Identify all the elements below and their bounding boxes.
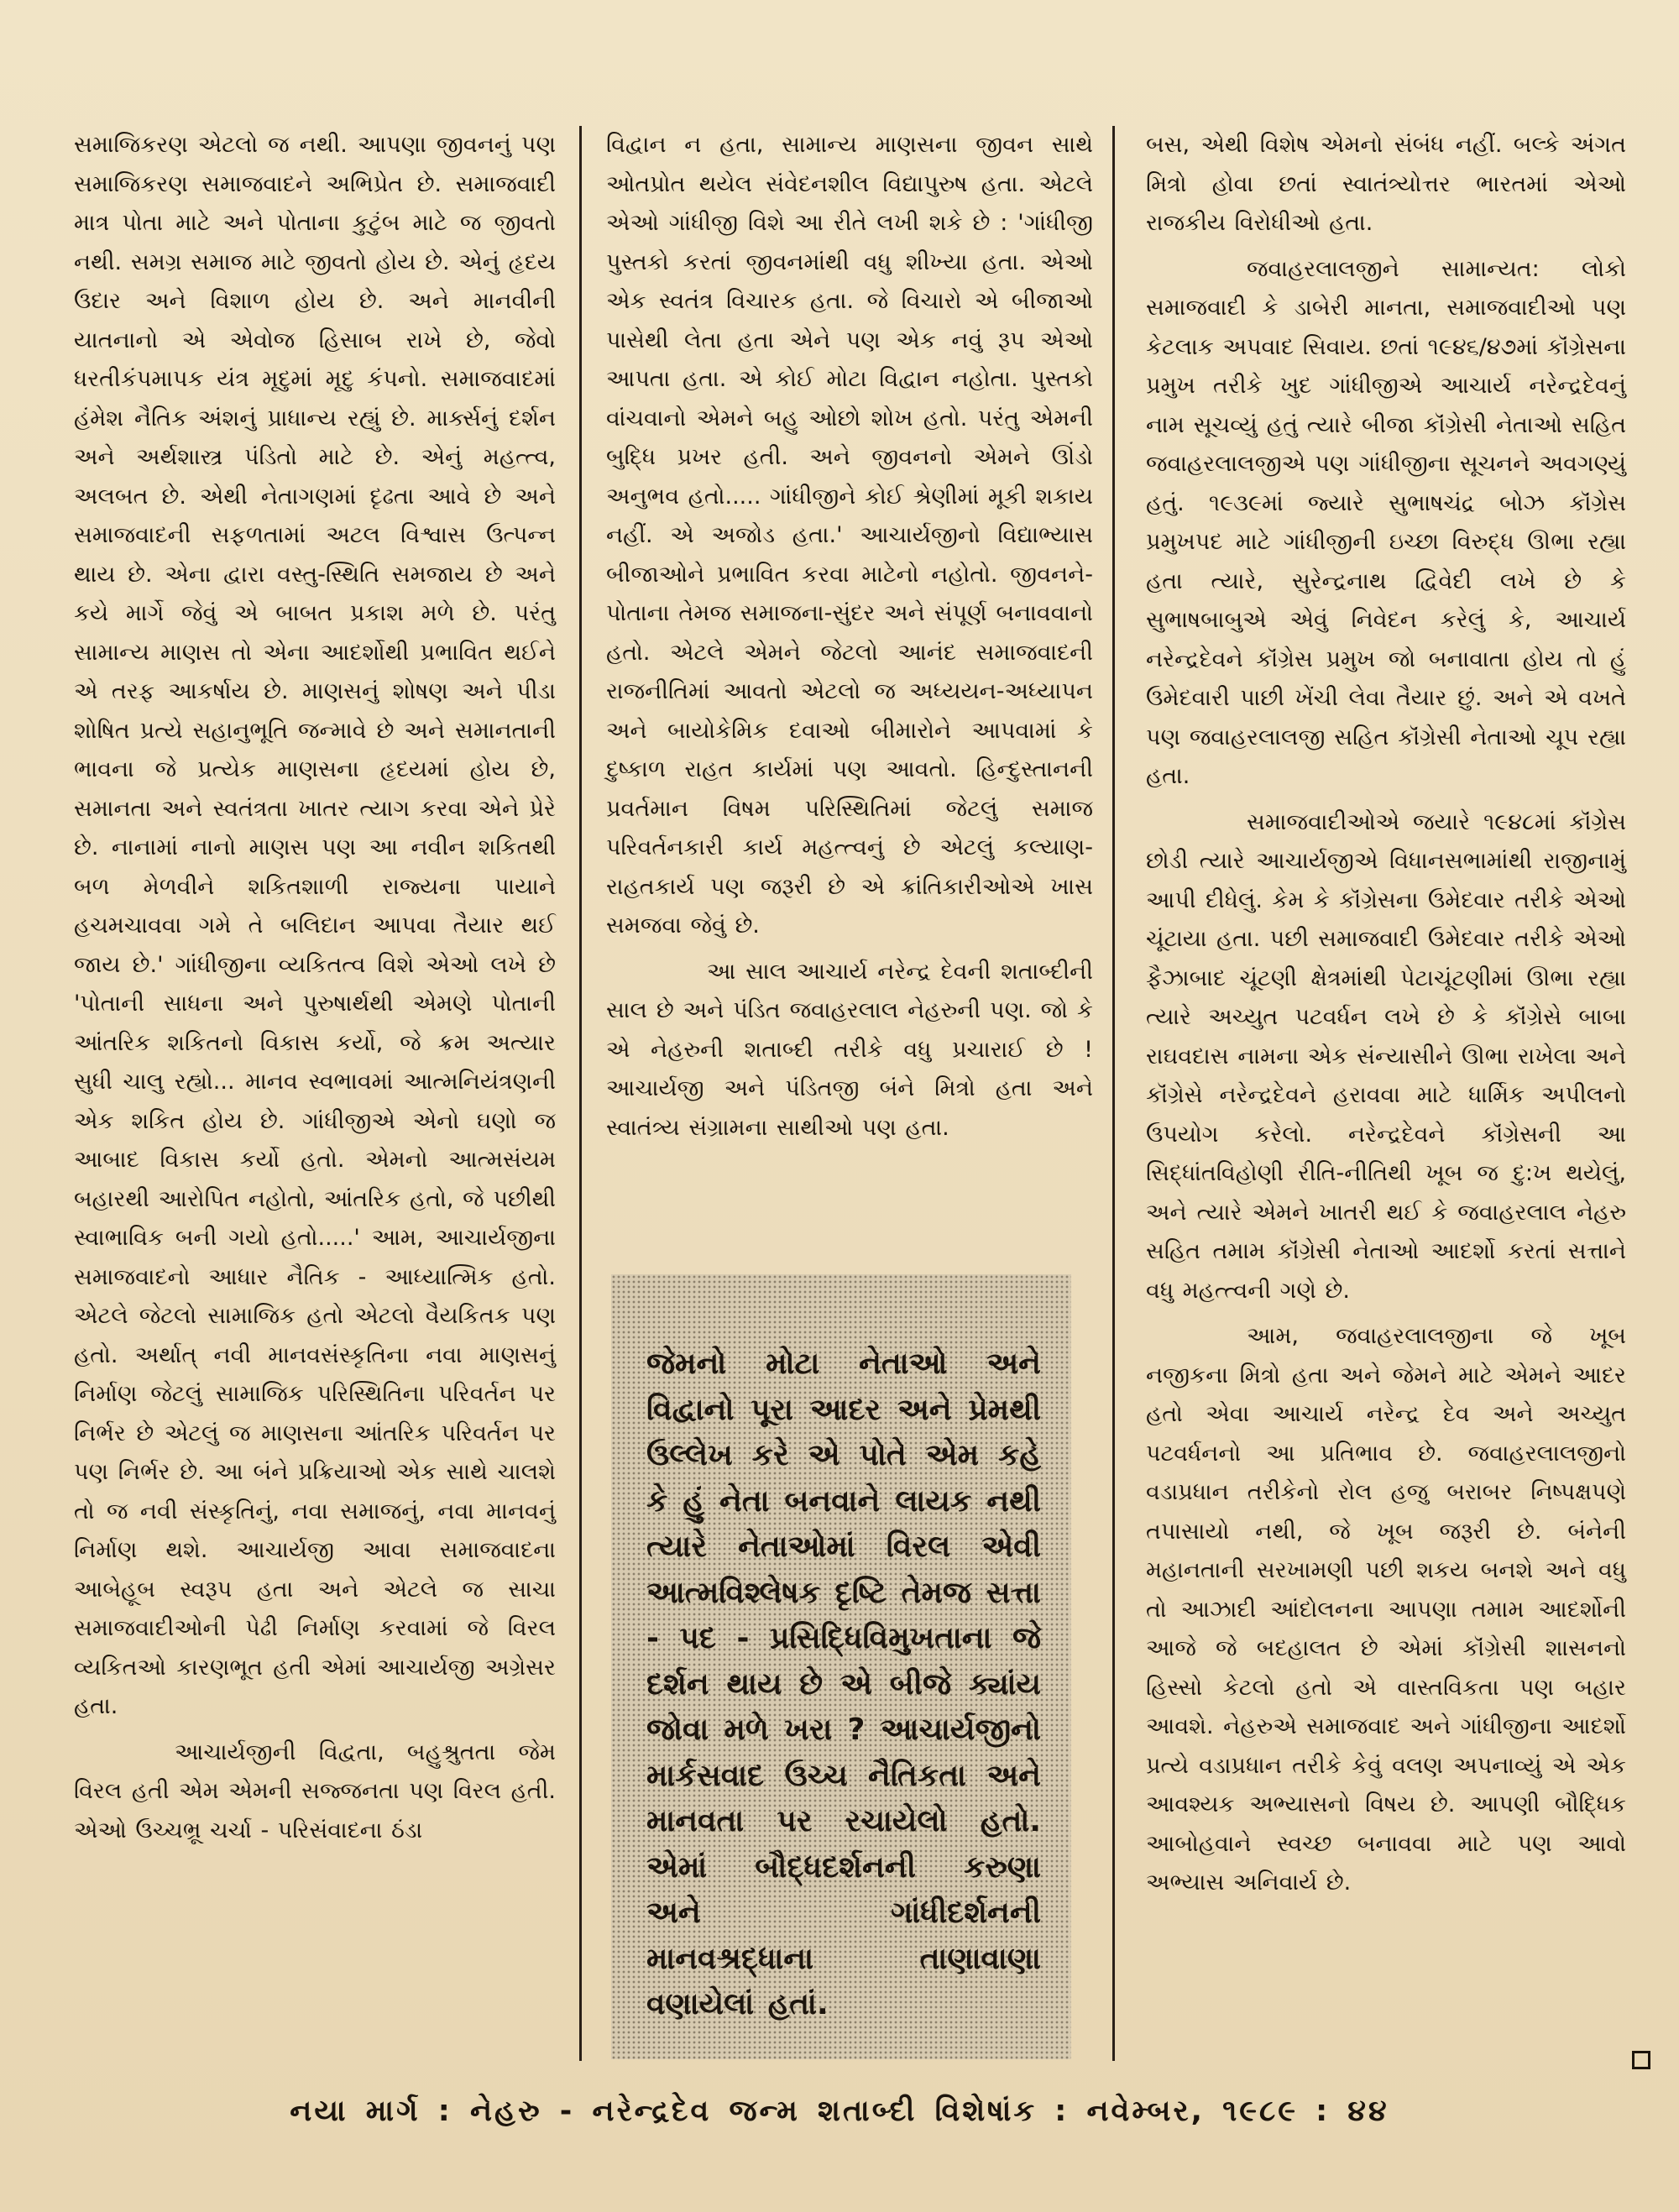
column-1-paragraph-2: આચાર્યજીની વિદ્વતા, બહુશ્રુતતા જેમ વિરલ હતી એમ એમની સજ્જનતા પણ વિરલ હતી. એઓ ઉચ્ચભ્રૂ ચર્ચા - પરિસંવાદના ઠંડા [74, 1739, 556, 1843]
article-end-mark [1632, 2051, 1650, 2069]
column-2-paragraph-2: આ સાલ આચાર્ય નરેન્દ્ર દેવની શતાબ્દીની સાલ છે અને પંડિત જવાહરલાલ નેહરુની પણ. જો કે એ નેહરુની શતાબ્દી તરીકે વધુ પ્રચારાઈ છે ! આચાર્યજી અને પંડિતજી બંને મિત્રો હતા અને સ્વાતંત્ર્ય સંગ્રામના સાથીઓ પણ હતા. [606, 958, 1093, 1141]
pull-quote-text: જેમનો મોટા નેતાઓ અને વિદ્વાનો પૂરા આદર અને પ્રેમથી ઉલ્લેખ કરે એ પોતે એમ કહે કે હું નેતા બનવાને લાયક નથી ત્યારે નેતાઓમાં વિરલ એવી આત્મવિશ્લેષક દૃષ્ટિ તેમજ સત્તા - પદ - પ્રસિદ્ધિવિમુખતાના જે દર્શન થાય છે એ બીજે ક્યાંય જોવા મળે ખરા ? આચાર્યજીનો માર્કસવાદ ઉચ્ચ નૈતિકતા અને માનવતા પર રચાયેલો હતો. એમાં બૌદ્ધદર્શનની કરુણા અને ગાંધીદર્શનની માનવશ્રદ્ધાના તાણાવાણા વણાયેલાં હતાં. [646, 1347, 1041, 2021]
text-column-2 [606, 126, 1093, 1154]
column-divider-2 [1112, 126, 1115, 2061]
column-3-paragraph-4: આમ, જવાહરલાલજીના જે ખૂબ નજીકના મિત્રો હતા અને જેમને માટે એમને આદર હતો એવા આચાર્ય નરેન્દ્ર દેવ અને અચ્યુત પટવર્ધનનો આ પ્રતિભાવ છે. જવાહરલાલજીનો વડાપ્રધાન તરીકેનો રોલ હજુ બરાબર નિષ્પક્ષપણે તપાસાયો નથી, જે ખૂબ જરૂરી છે. બંનેની મહાનતાની સરખામણી પછી શકય બનશે અને વધુ તો આઝાદી આંદોલનના આપણા તમામ આદર્શોની આજે જે બદહાલત છે એમાં કૉંગ્રેસી શાસનનો હિસ્સો કેટલો હતો એ વાસ્તવિકતા પણ બહાર આવશે. નેહરુએ સમાજવાદ અને ગાંધીજીના આદર્શો પ્રત્યે વડાપ્રધાન તરીકે કેવું વલણ અપનાવ્યું એ એક આવશ્યક અભ્યાસનો વિષય છે. આપણી બૌદ્ધિક આબોહવાને સ્વચ્છ બનાવવા માટે પણ આવો અભ્યાસ અનિવાર્ય છે. [1146, 1323, 1626, 1896]
column-3-paragraph-1: બસ, એથી વિશેષ એમનો સંબંધ નહીં. બલ્કે અંગત મિત્રો હોવા છતાં સ્વાતંત્ર્યોત્તર ભારતમાં એઓ રાજકીય વિરોધીઓ હતા. [1146, 132, 1626, 236]
pull-quote-box [611, 1274, 1071, 2059]
column-divider-1 [579, 126, 582, 2061]
text-column-3 [1146, 126, 1626, 1910]
column-3-paragraph-2: જવાહરલાલજીને સામાન્યત: લોકો સમાજવાદી કે ડાબેરી માનતા, સમાજવાદીઓ પણ કેટલાક અપવાદ સિવાય. છતાં ૧૯૪૬/૪૭માં કૉંગ્રેસના પ્રમુખ તરીકે ખુદ ગાંધીજીએ આચાર્ય નરેન્દ્રદેવનું નામ સૂચવ્યું હતું ત્યારે બીજા કૉંગ્રેસી નેતાઓ સહિત જવાહરલાલજીએ પણ ગાંધીજીના સૂચનને અવગણ્યું હતું. ૧૯૩૯માં જ્યારે સુભાષચંદ્ર બોઝ કૉંગ્રેસ પ્રમુખપદ માટે ગાંધીજીની ઇચ્છા વિરુદ્ધ ઊભા રહ્યા હતા ત્યારે, સુરેન્દ્રનાથ દ્વિવેદી લખે છે કે સુભાષબાબુએ એવું નિવેદન કરેલું કે, આચાર્ય નરેન્દ્રદેવને કૉંગ્રેસ પ્રમુખ જો બનાવાતા હોય તો હું ઉમેદવારી પાછી ખેંચી લેવા તૈયાર છું. અને એ વખતે પણ જવાહરલાલજી સહિત કૉંગ્રેસી નેતાઓ ચૂપ રહ્યા હતા. [1146, 255, 1626, 789]
column-2-paragraph-1: વિદ્વાન ન હતા, સામાન્ય માણસના જીવન સાથે ઓતપ્રોત થયેલ સંવેદનશીલ વિદ્યાપુરુષ હતા. એટલે એઓ ગાંધીજી વિશે આ રીતે લખી શકે છે : 'ગાંધીજી પુસ્તકો કરતાં જીવનમાંથી વધુ શીખ્યા હતા. એઓ એક સ્વતંત્ર વિચારક હતા. જે વિચારો એ બીજાઓ પાસેથી લેતા હતા એને પણ એક નવું રૂપ એઓ આપતા હતા. એ કોઈ મોટા વિદ્વાન નહોતા. પુસ્તકો વાંચવાનો એમને બહુ ઓછો શોખ હતો. પરંતુ એમની બુદ્ધિ પ્રખર હતી. અને જીવનનો એમને ઊંડો અનુભવ હતો..... ગાંધીજીને કોઈ શ્રેણીમાં મૂકી શકાય નહીં. એ અજોડ હતા.' આચાર્યજીનો વિદ્યાભ્યાસ બીજાઓને પ્રભાવિત કરવા માટેનો નહોતો. જીવનને-પોતાના તેમજ સમાજના-સુંદર અને સંપૂર્ણ બનાવવાનો હતો. એટલે એમને જેટલો આનંદ સમાજવાદની રાજનીતિમાં આવતો એટલો જ અધ્યયન-અધ્યાપન અને બાયોકેમિક દવાઓ બીમારોને આપવામાં કે દુષ્કાળ રાહત કાર્યમાં પણ આવતો. હિન્દુસ્તાનની પ્રવર્તમાન વિષમ પરિસ્થિતિમાં જેટલું સમાજ પરિવર્તનકારી કાર્ય મહત્ત્વનું છે એટલું કલ્યાણ-રાહતકાર્ય પણ જરૂરી છે એ ક્રાંતિકારીઓએ ખાસ સમજવા જેવું છે. [606, 132, 1093, 939]
page-footer: નયા માર્ગ : નેહરુ - નરેન્દ્રદેવ જન્મ શતાબ્દી વિશેષાંક : નવેમ્બર, ૧૯૮૯ : ૪૪ [290, 2094, 1389, 2128]
text-column-1 [74, 126, 556, 1857]
column-3-paragraph-3: સમાજવાદીઓએ જયારે ૧૯૪૮માં કૉંગ્રેસ છોડી ત્યારે આચાર્યજીએ વિધાનસભામાંથી રાજીનામું આપી દીધેલું. કેમ કે કૉંગ્રેસના ઉમેદવાર તરીકે એઓ ચૂંટાયા હતા. પછી સમાજવાદી ઉમેદવાર તરીકે એઓ ફૈઝાબાદ ચૂંટણી ક્ષેત્રમાંથી પેટાચૂંટણીમાં ઊભા રહ્યા ત્યારે અચ્યુત પટવર્ધન લખે છે કે કૉંગ્રેસે બાબા રાઘવદાસ નામના એક સંન્યાસીને ઊભા રાખેલા અને કૉંગ્રેસે નરેન્દ્રદેવને હરાવવા માટે ધાર્મિક અપીલનો ઉપયોગ કરેલો. નરેન્દ્રદેવને કૉંગ્રેસની આ સિદ્ધાંતવિહોણી રીતિ-નીતિથી ખૂબ જ દુ:ખ થયેલું, અને ત્યારે એમને ખાતરી થઈ કે જવાહરલાલ નેહરુ સહિત તમામ કૉંગ્રેસી નેતાઓ આદર્શો કરતાં સત્તાને વધુ મહત્ત્વની ગણે છે. [1146, 808, 1626, 1304]
column-1-paragraph-1: સમાજિકરણ એટલો જ નથી. આપણા જીવનનું પણ સમાજિકરણ સમાજવાદને અભિપ્રેત છે. સમાજવાદી માત્ર પોતા માટે અને પોતાના કુટુંબ માટે જ જીવતો નથી. સમગ્ર સમાજ માટે જીવતો હોય છે. એનું હૃદય ઉદાર અને વિશાળ હોય છે. અને માનવીની યાતનાનો એ એવોજ હિસાબ રાખે છે, જેવો ધરતીકંપમાપક યંત્ર મૃદુમાં મૃદુ કંપનો. સમાજવાદમાં હંમેશ નૈતિક અંશનું પ્રાધાન્ય રહ્યું છે. માર્ક્સનું દર્શન અને અર્થશાસ્ત્ર પંડિતો માટે છે. એનું મહત્ત્વ, અલબત છે. એથી નેતાગણમાં દૃઢતા આવે છે અને સમાજવાદની સફળતામાં અટલ વિશ્વાસ ઉત્પન્ન થાય છે. એના દ્વારા વસ્તુ-સ્થિતિ સમજાય છે અને કયે માર્ગે જેવું એ બાબત પ્રકાશ મળે છે. પરંતુ સામાન્ય માણસ તો એના આદર્શોથી પ્રભાવિત થઈને એ તરફ આકર્ષાય છે. માણસનું શોષણ અને પીડા શોષિત પ્રત્યે સહાનુભૂતિ જન્માવે છે અને સમાનતાની ભાવના જે પ્રત્યેક માણસના હૃદયમાં હોય છે, સમાનતા અને સ્વતંત્રતા ખાતર ત્યાગ કરવા એને પ્રેરે છે. નાનામાં નાનો માણસ પણ આ નવીન શકિતથી બળ મેળવીને શકિતશાળી રાજ્યના પાયાને હચમચાવવા ગમે તે બલિદાન આપવા તૈયાર થઈ જાય છે.' ગાંધીજીના વ્યકિતત્વ વિશે એઓ લખે છે 'પોતાની સાધના અને પુરુષાર્થથી એમણે પોતાની આંતરિક શકિતનો વિકાસ કર્યો, જે ક્રમ અત્યાર સુધી ચાલુ રહ્યો... માનવ સ્વભાવમાં આત્મનિયંત્રણની એક શકિત હોય છે. ગાંધીજીએ એનો ઘણો જ આબાદ વિકાસ કર્યો હતો. એમનો આત્મસંયમ બહારથી આરોપિત નહોતો, આંતરિક હતો, જે પછીથી સ્વાભાવિક બની ગયો હતો.....' આમ, આચાર્યજીના સમાજવાદનો આધાર નૈતિક - આધ્યાત્મિક હતો. એટલે જેટલો સામાજિક હતો એટલો વૈયકિતક પણ હતો. અર્થાત્ નવી માનવસંસ્કૃતિના નવા માણસનું નિર્માણ જેટલું સામાજિક પરિસ્થિતિના પરિવર્તન પર નિર્ભર છે એટલું જ માણસના આંતરિક પરિવર્તન પર પણ નિર્ભર છે. આ બંને પ્રક્રિયાઓ એક સાથે ચાલશે તો જ નવી સંસ્કૃતિનું, નવા સમાજનું, નવા માનવનું નિર્માણ થશે. આચાર્યજી આવા સમાજવાદના આબેહૂબ સ્વરૂપ હતા અને એટલે જ સાચા સમાજવાદીઓની પેઢી નિર્માણ કરવામાં જે વિરલ વ્યકિતઓ કારણભૂત હતી એમાં આચાર્યજી અગ્રેસર હતા. [74, 132, 556, 1719]
